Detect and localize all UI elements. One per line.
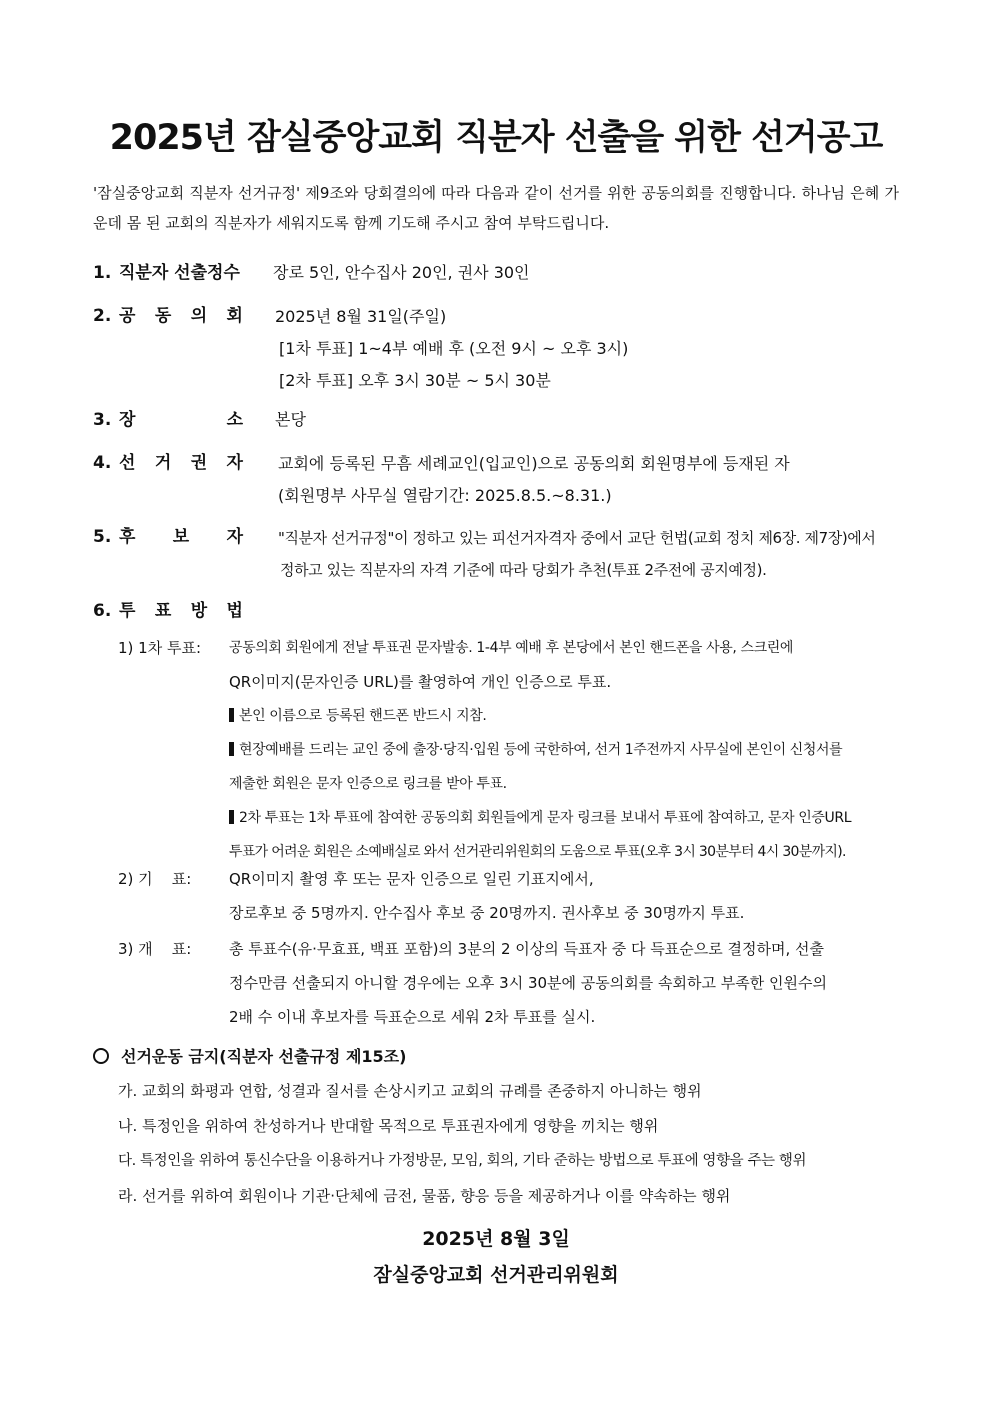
bullet-continuation: 투표가 어려운 회원은 소예배실로 와서 선거관리위원회의 도움으로 투표(오후 3시 30분부터 4시 30분까지). <box>229 844 846 860</box>
bullet-icon <box>229 708 234 722</box>
method-label: 2) 기 표: <box>118 870 192 888</box>
section-2-label <box>93 301 248 331</box>
bullet-text: 본인 이름으로 등록된 핸드폰 반드시 지참. <box>239 708 487 724</box>
label-char: 법 <box>226 601 243 621</box>
section-4-label <box>93 448 248 478</box>
bullet-text: 2차 투표는 1차 투표에 참여한 공동의회 회원들에게 문자 링크를 보내서 투표에 참여하고, 문자 인증URL <box>239 810 852 826</box>
label-char: 표 <box>154 601 172 621</box>
issuing-committee: 잠실중앙교회 선거관리위원회 <box>373 1264 619 1286</box>
bullet-icon <box>229 742 234 756</box>
section-2-content <box>275 301 899 397</box>
bullet-icon <box>229 810 234 824</box>
voter-eligibility: 교회에 등록된 무흠 세례교인(입교인)으로 공동의회 회원명부에 등재된 자 <box>278 454 790 473</box>
section-5-content <box>278 522 899 586</box>
method-line: 2배 수 이내 후보자를 득표순으로 세워 2차 투표를 실시. <box>229 1008 596 1026</box>
label-char: 보 <box>172 527 190 547</box>
label-char: 거 <box>154 453 172 473</box>
bullet-text: 현장예배를 드리는 교인 중에 출장·당직·입원 등에 국한하여, 선거 1주전까지 사무실에 본인이 신청서를 <box>239 742 843 758</box>
bullet-continuation: 제출한 회원은 문자 인증으로 링크를 받아 투표. <box>229 776 507 792</box>
ban-item: 가. 교회의 화평과 연합, 성결과 질서를 손상시키고 교회의 규례를 존중하지 아니하는 행위 <box>118 1082 702 1100</box>
bullet-item <box>229 733 899 767</box>
section-number: 1. <box>93 263 112 283</box>
intro-paragraph: '잠실중앙교회 직분자 선거규정' 제9조와 당회결의에 따라 다음과 같이 선거를 위한 공동의회를 진행합니다. 하나님 은혜 가운데 몸 된 교회의 직분자가 세워지도록 함께 기도해 주시고 참여 부탁드립니다. <box>93 184 899 232</box>
ban-item: 다. 특정인을 위하여 통신수단을 이용하거나 가정방문, 모임, 회의, 기타 준하는 방법으로 투표에 영향을 주는 행위 <box>118 1153 807 1169</box>
label-char: 방 <box>190 601 208 621</box>
section-number: 3. <box>93 410 112 430</box>
registry-period: (회원명부 사무실 열람기간: 2025.8.5.~8.31.) <box>278 486 612 505</box>
method-line: 총 투표수(유·무효표, 백표 포함)의 3분의 2 이상의 득표자 중 다 득표순으로 결정하며, 선출 <box>229 940 824 958</box>
label-char: 장 <box>119 410 136 430</box>
section-1-title: 직분자 선출정수 <box>119 263 240 283</box>
label-char: 자 <box>226 453 243 473</box>
label-char: 회 <box>226 306 243 326</box>
label-char: 의 <box>190 306 208 326</box>
method-line: QR이미지 촬영 후 또는 문자 인증으로 일린 기표지에서, <box>229 870 594 888</box>
ban-item: 라. 선거를 위하여 회원이나 기관·단체에 금전, 물품, 향응 등을 제공하거나 이를 약속하는 행위 <box>118 1187 731 1205</box>
label-char: 자 <box>226 527 243 547</box>
label-char: 선 <box>119 453 136 473</box>
section-1-label <box>93 258 248 288</box>
section-6-label <box>93 596 248 626</box>
second-vote-time: [2차 투표] 오후 3시 30분 ~ 5시 30분 <box>279 371 551 390</box>
circle-bullet-icon <box>93 1048 109 1064</box>
section-number: 2. <box>93 306 112 326</box>
label-char: 권 <box>190 453 208 473</box>
method-marking-content <box>229 862 899 930</box>
document-title: 2025년 잠실중앙교회 직분자 선출을 위한 선거공고 <box>109 118 883 158</box>
announcement-date: 2025년 8월 3일 <box>422 1228 570 1250</box>
campaign-ban-title: 선거운동 금지(직분자 선출규정 제15조) <box>121 1047 407 1066</box>
campaign-ban-heading <box>93 1042 406 1072</box>
section-3-label <box>93 405 248 435</box>
method-first-vote-content <box>229 631 899 869</box>
first-vote-time: [1차 투표] 1~4부 예배 후 (오전 9시 ~ 오후 3시) <box>279 339 629 358</box>
meeting-date: 2025년 8월 31일(주일) <box>275 307 447 326</box>
method-line: 장로후보 중 5명까지. 안수집사 후보 중 20명까지. 권사후보 중 30명까지 투표. <box>229 904 745 922</box>
location: 본당 <box>275 410 306 429</box>
bullet-item <box>229 801 899 835</box>
method-counting-content <box>229 932 899 1034</box>
ban-item: 나. 특정인을 위하여 찬성하거나 반대할 목적으로 투표권자에게 영향을 끼치는 행위 <box>118 1117 659 1135</box>
section-5-label <box>93 522 248 552</box>
method-label: 3) 개 표: <box>118 940 192 958</box>
bullet-item <box>229 699 899 733</box>
method-label: 1) 1차 투표: <box>118 639 201 657</box>
label-char: 동 <box>154 306 172 326</box>
section-number: 4. <box>93 453 112 473</box>
candidate-rule-1: "직분자 선거규정"이 정하고 있는 피선거자격자 중에서 교단 헌법(교회 정치 제6장. 제7장)에서 <box>278 529 876 547</box>
section-number: 6. <box>93 601 112 621</box>
method-line: QR이미지(문자인증 URL)를 촬영하여 개인 인증으로 투표. <box>229 673 612 691</box>
section-1-content <box>273 258 897 288</box>
candidate-rule-2: 정하고 있는 직분자의 자격 기준에 따라 당회가 추천(투표 2주전에 공지예정). <box>280 561 767 579</box>
method-line: 정수만큼 선출되지 아니할 경우에는 오후 3시 30분에 공동의회를 속회하고 부족한 인원수의 <box>229 974 827 992</box>
section-number: 5. <box>93 527 112 547</box>
label-char: 공 <box>119 306 136 326</box>
section-3-content <box>275 405 899 435</box>
label-char: 후 <box>119 527 136 547</box>
section-1-line: 장로 5인, 안수집사 20인, 권사 30인 <box>273 263 530 282</box>
label-char: 투 <box>119 601 136 621</box>
campaign-ban-list <box>118 1074 899 1214</box>
label-char: 소 <box>226 410 243 430</box>
method-line: 공동의회 회원에게 전날 투표권 문자발송. 1-4부 예배 후 본당에서 본인 핸드폰을 사용, 스크린에 <box>229 640 793 656</box>
section-4-content <box>278 448 902 512</box>
